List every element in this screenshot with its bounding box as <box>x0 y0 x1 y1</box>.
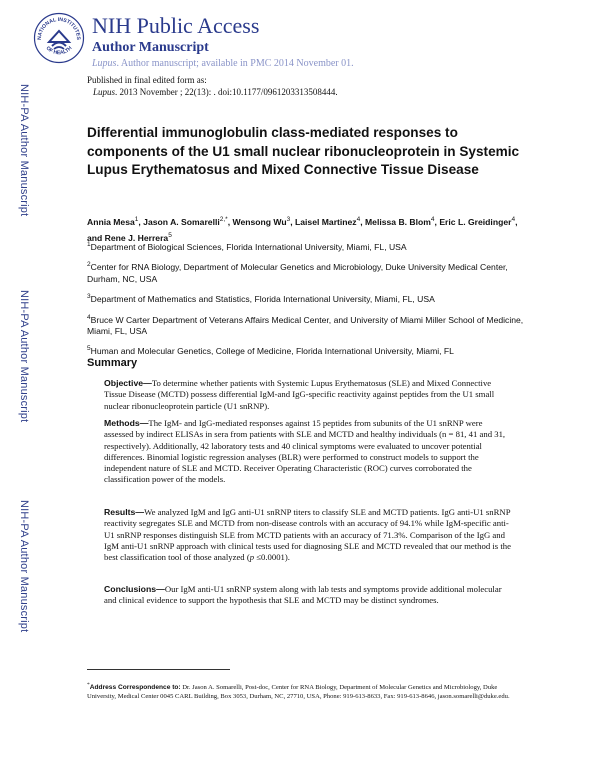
header-title: NIH Public Access <box>92 13 260 38</box>
note-rest: . Author manuscript; available in PMC 2014 November 01. <box>116 58 354 69</box>
objective-paragraph <box>104 378 514 412</box>
correspondence-footnote <box>87 681 517 702</box>
author-sup: 4 <box>430 216 435 223</box>
author-sup: 4 <box>356 216 361 223</box>
sidebar-watermark-3: NIH-PA Author Manuscript <box>18 500 30 633</box>
author-name: Rene J. Herrera <box>104 232 169 243</box>
affiliation-list <box>87 239 527 364</box>
conclusions-paragraph <box>104 584 514 607</box>
author-sup: 3 <box>286 216 291 223</box>
logo-top-text: NATIONAL INSTITUTES <box>36 16 82 41</box>
affiliation-item: $^1$Department of Biological Sciences, Florida International University, Miami, FL, USA <box>87 241 407 252</box>
objective-text: To determine whether patients with Systemic Lupus Erythematosus (SLE) and Mixed Connective Tissue Disease (MCTD) possess differential IgM-and IgG-specific reactivity against peptides from the U1 small nuclear ribonucleoprotein particle (U1 snRNP). <box>104 378 495 411</box>
nih-pa-sidebar <box>0 0 46 660</box>
article-title: Differential immunoglobulin class-mediated responses to components of the U1 small nuclear ribonucleoprotein in Systemic Lupus Erythematosus and Mixed Connective Tissue Disease <box>87 125 520 177</box>
results-label: Results— <box>104 507 145 517</box>
conclusions-text: Our IgM anti-U1 snRNP system along with lab tests and symptoms provide additional molecular and clinical evidence to support the hypothesis that SLE and MCTD may be distinct syndromes. <box>104 584 502 606</box>
methods-paragraph <box>104 418 514 486</box>
citation-detail: . 2013 November ; 22(13): . doi:10.1177/0961203313508444. <box>115 87 338 97</box>
conclusions-label: Conclusions— <box>104 584 165 594</box>
footnote-divider <box>87 669 230 670</box>
nih-logo-icon <box>33 12 85 64</box>
affiliation-item: $^3$Department of Mathematics and Statistics, Florida International University, Miami, FL, USA <box>87 293 435 305</box>
sidebar-watermark-1: NIH-PA Author Manuscript <box>18 84 30 217</box>
author-list: Annia Mesa$^1$, Jason A. Somarelli$^{2,*}$, Wensong Wu$^3$, Laisel Martinez$^4$, Melissa B. Blom$^4$, Eric L. Greidinger$^4$, and Rene J. Herrera$^5$ <box>87 216 518 243</box>
affiliation-item: $^5$Human and Molecular Genetics, College of Medicine, Florida International University, Miami, FL <box>87 345 454 357</box>
methods-label: Methods— <box>104 418 149 428</box>
author-name: Eric L. Greidinger <box>439 216 512 227</box>
results-text-end: ≤0.0001). <box>254 552 290 563</box>
sidebar-watermark-2: NIH-PA Author Manuscript <box>18 290 30 423</box>
author-sup: 1 <box>134 216 139 223</box>
affiliation-item: $^4$Bruce W Carter Department of Veterans Affairs Medical Center, and University of Miami Miller School of Medicine, Miami, FL, USA <box>87 313 524 336</box>
author-sup: 2,* <box>219 216 228 223</box>
author-name: Jason A. Somarelli <box>143 216 220 227</box>
author-name: Wensong Wu <box>232 216 287 227</box>
note-journal: Lupus <box>92 58 117 69</box>
footnote-text: Dr. Jason A. Somarelli, Post-doc, Center for RNA Biology, Department of Molecular Genetics and Microbiology, Duke University, Medical Center 0045 CARL Building, Box 3053, Durham, NC, 27710, USA, Phone: 919-613-8633, Fax: 919-613-8646, jason.somarelli@duke.edu. <box>87 684 510 701</box>
citation-journal: Lupus <box>93 87 116 97</box>
header-subtitle: Author Manuscript <box>92 40 209 55</box>
footnote-label: Address Correspondence to: <box>89 684 181 692</box>
availability-note <box>92 58 354 69</box>
objective-label: Objective— <box>104 378 152 388</box>
citation-line <box>93 87 338 97</box>
results-paragraph <box>104 507 514 563</box>
author-sup: 4 <box>511 216 516 223</box>
author-name: Melissa B. Blom <box>365 216 431 227</box>
results-text: We analyzed IgM and IgG anti-U1 snRNP titers to classify SLE and MCTD patients. IgG anti-U1 snRNP reactivity segregates SLE and MCTD from non-disease controls with an accuracy of 94.1% while IgM-specific anti-U1 snRNP responses distinguish SLE from MCTD patients with an accuracy of 71.3%. Comparison of the IgG and IgM anti-U1 snRNP approach with clinical tests used for diagnosing SLE and MCTD revealed that our method is the best classification tool of those analyzed ( <box>104 507 511 563</box>
affiliation-item: $^2$Center for RNA Biology, Department of Molecular Genetics and Microbiology, Duke University Medical Center, Durham, NC, USA <box>87 261 508 284</box>
methods-text: The IgM- and IgG-mediated responses against 15 peptides from subunits of the U1 snRNP were assessed by indirect ELISAs in sera from patients with SLE and MCTD and healthy individuals (n = 81, 41 and 31, respectively). Additionally, 42 laboratory tests and 40 clinical symptoms were evaluated to uncover potential differences. Binomial logistic regression analyses (BLR) were performed to construct models to support the independent nature of SLE and MCTD. Receiver Operating Characteristic (ROC) curves corroborated the classification power of the models. <box>104 418 506 485</box>
p-symbol: p <box>249 552 255 563</box>
author-sup: 5 <box>168 231 172 239</box>
author-name: Annia Mesa <box>87 216 135 227</box>
footnote-marker: * <box>87 682 90 688</box>
logo-bottom-text: OF HEALTH <box>44 45 74 57</box>
summary-heading: Summary <box>87 357 138 369</box>
published-line: Published in final edited form as: <box>87 75 207 85</box>
author-name: Laisel Martinez <box>295 216 357 227</box>
